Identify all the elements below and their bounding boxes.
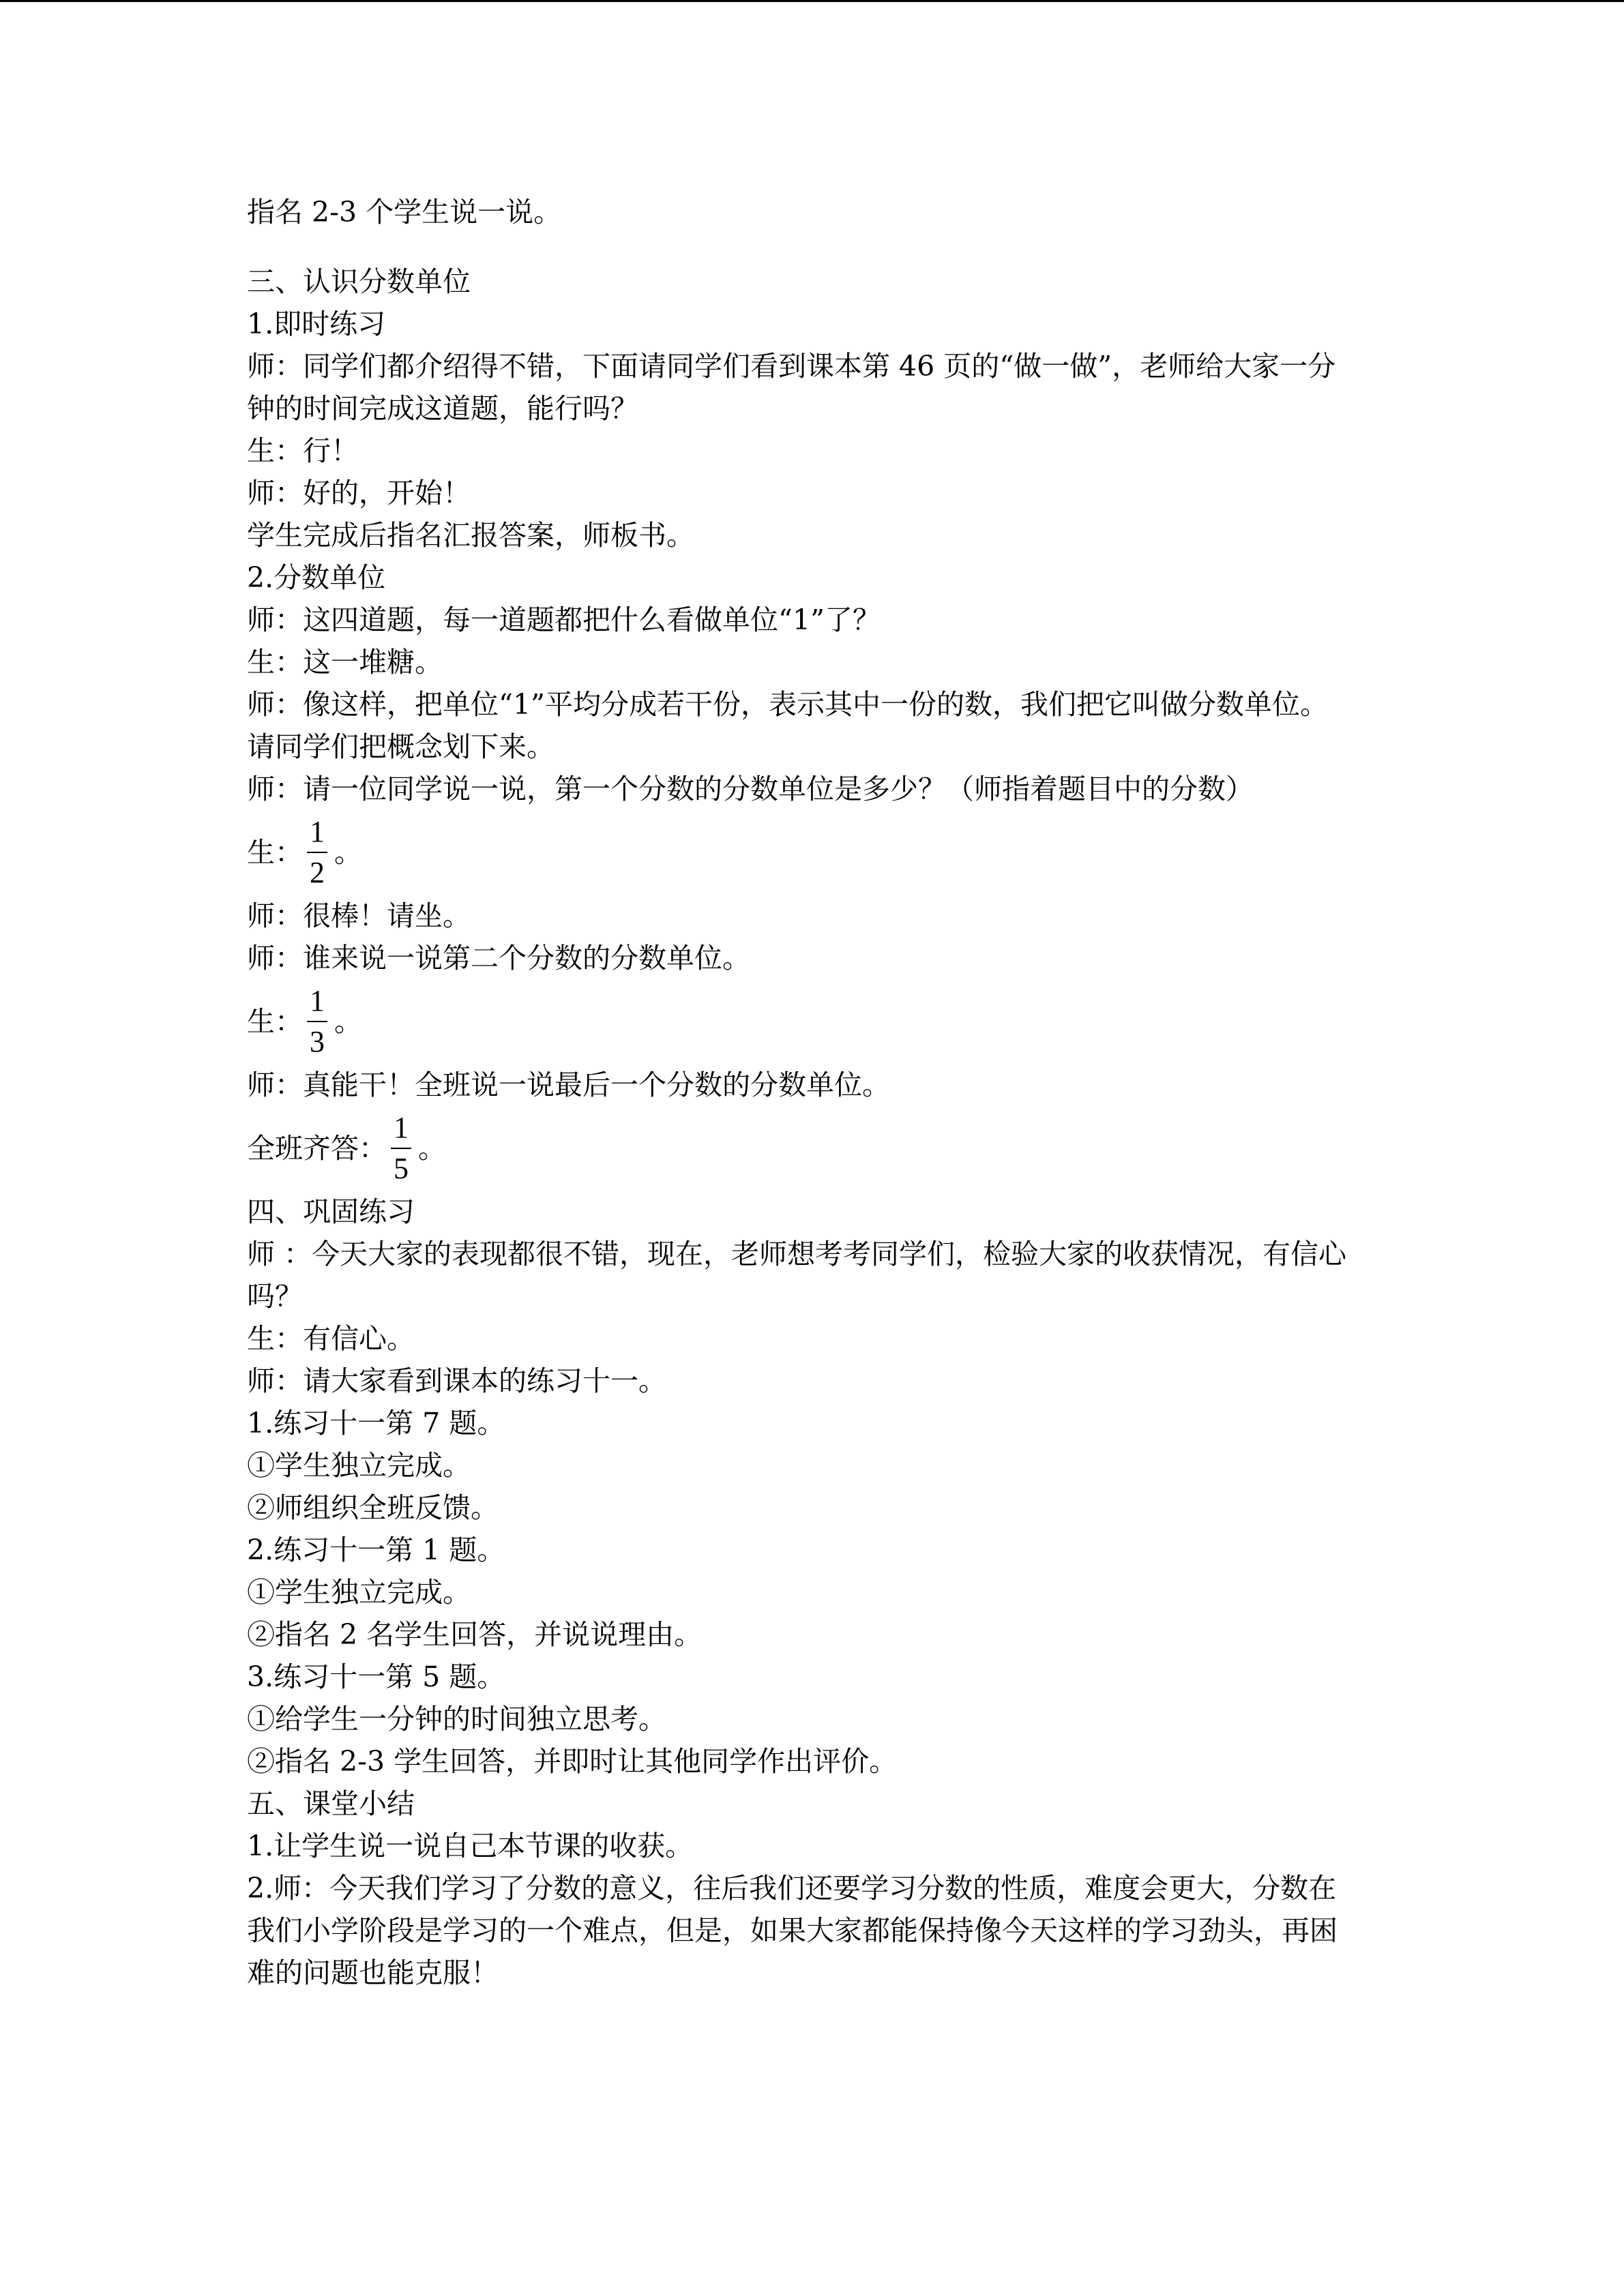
fraction-answer-line — [247, 810, 1379, 895]
text-line: 我们小学阶段是学习的一个难点，但是，如果大家都能保持像今天这样的学习劲头，再困 — [247, 1914, 1338, 1947]
text-line: 难的问题也能克服！ — [247, 1956, 499, 1989]
subsection-heading: 1.练习十一第 7 题。 — [247, 1407, 505, 1440]
fraction-bar — [307, 1021, 327, 1022]
fraction — [307, 814, 327, 891]
fraction-answer-line — [247, 1106, 1379, 1191]
section-heading: 三、认识分数单位 — [247, 265, 471, 298]
text-line: 生：行！ — [247, 434, 359, 467]
fraction-denominator: 5 — [394, 1152, 409, 1185]
text-line: 指名 2-3 个学生说一说。 — [247, 196, 562, 228]
fraction-answer-line — [247, 979, 1379, 1064]
fraction-numerator: 1 — [394, 1111, 409, 1144]
subsection-heading: 2.练习十一第 1 题。 — [247, 1534, 505, 1566]
page-top-border — [0, 0, 1624, 2]
list-item: ②指名 2 名学生回答，并说说理由。 — [247, 1618, 703, 1651]
punctuation: 。 — [334, 1005, 362, 1038]
fraction — [391, 1109, 411, 1187]
text-line: 学生完成后指名汇报答案，师板书。 — [247, 519, 694, 552]
list-item: ①给学生一分钟的时间独立思考。 — [247, 1703, 666, 1735]
subsection-heading: 2.分数单位 — [247, 561, 386, 594]
text-line: 师：很棒！请坐。 — [247, 899, 471, 932]
text-line: 2.师：今天我们学习了分数的意义，往后我们还要学习分数的性质，难度会更大，分数在 — [247, 1872, 1337, 1905]
fraction — [307, 983, 327, 1060]
speaker-label: 生： — [247, 1005, 303, 1038]
subsection-heading: 3.练习十一第 5 题。 — [247, 1660, 505, 1693]
punctuation: 。 — [418, 1132, 446, 1165]
section-heading: 四、巩固练习 — [247, 1195, 415, 1228]
text-line: 师：请一位同学说一说，第一个分数的分数单位是多少？（师指着题目中的分数） — [247, 773, 1254, 805]
section-heading: 五、课堂小结 — [247, 1787, 415, 1820]
subsection-heading: 1.即时练习 — [247, 308, 386, 340]
text-line: 钟的时间完成这道题，能行吗？ — [247, 392, 638, 425]
fraction-bar — [391, 1148, 411, 1149]
text-line: 师：好的，开始！ — [247, 477, 471, 509]
list-item: ②指名 2-3 学生回答，并即时让其他同学作出评价。 — [247, 1745, 898, 1778]
document-body — [247, 191, 1379, 1994]
text-line: 师：同学们都介绍得不错，下面请同学们看到课本第 46 页的“做一做”，老师给大家一分 — [247, 350, 1336, 383]
fraction-denominator: 2 — [310, 856, 325, 889]
text-line: 生：有信心。 — [247, 1322, 415, 1355]
speaker-label: 全班齐答： — [247, 1132, 387, 1165]
list-item: ①学生独立完成。 — [247, 1449, 471, 1482]
text-line: 1.让学生说一说自己本节课的收获。 — [247, 1830, 694, 1862]
text-line: 吗？ — [247, 1280, 303, 1313]
punctuation: 。 — [334, 836, 362, 869]
text-line: 请同学们把概念划下来。 — [247, 730, 555, 763]
fraction-numerator: 1 — [310, 815, 325, 848]
list-item: ②师组织全班反馈。 — [247, 1491, 499, 1524]
list-item: ①学生独立完成。 — [247, 1576, 471, 1609]
fraction-bar — [307, 852, 327, 853]
text-line: 师：真能干！全班说一说最后一个分数的分数单位。 — [247, 1069, 890, 1101]
fraction-numerator: 1 — [310, 984, 325, 1017]
text-line: 师：这四道题，每一道题都把什么看做单位“1”了？ — [247, 603, 881, 636]
fraction-denominator: 3 — [310, 1025, 325, 1058]
text-line: 师：请大家看到课本的练习十一。 — [247, 1365, 666, 1397]
text-line: 师：像这样，把单位“1”平均分成若干份，表示其中一份的数，我们把它叫做分数单位。 — [247, 688, 1329, 721]
text-line: 生：这一堆糖。 — [247, 646, 443, 679]
paragraph-gap — [247, 233, 1379, 260]
text-line: 师：谁来说一说第二个分数的分数单位。 — [247, 942, 750, 974]
text-line: 师 ：今天大家的表现都很不错，现在，老师想考考同学们，检验大家的收获情况，有信心 — [247, 1238, 1347, 1270]
speaker-label: 生： — [247, 836, 303, 869]
